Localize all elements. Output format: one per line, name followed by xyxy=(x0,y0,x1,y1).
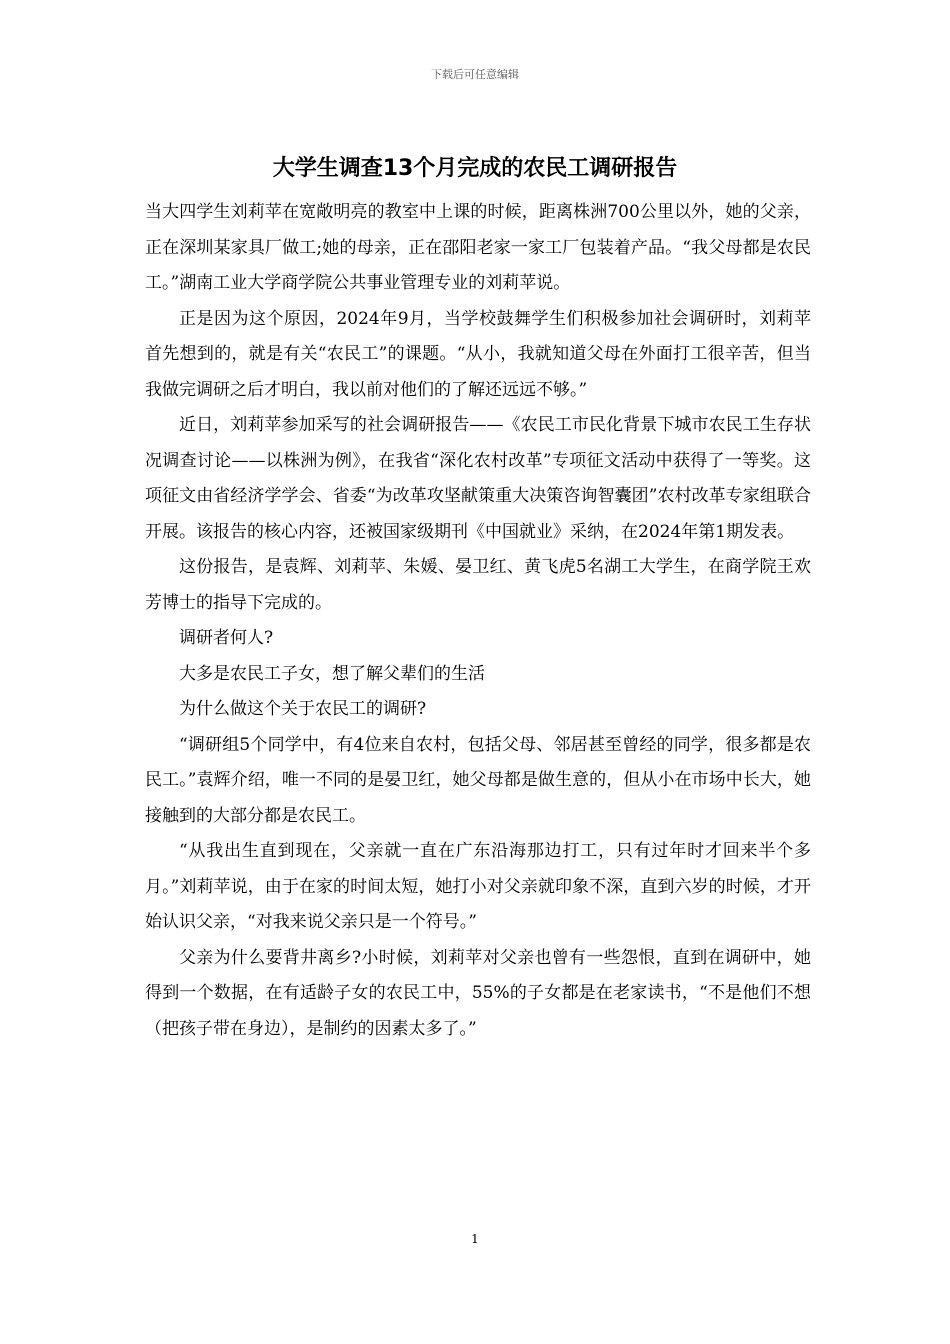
paragraph: 正是因为这个原因，2024年9月，当学校鼓舞学生们积极参加社会调研时，刘莉苹首先想到的，就是有关“农民工”的课题。“从小，我就知道父母在外面打工很辛苦，但当我做完调研之后才明白，我以前对他们的了解还远远不够。” xyxy=(145,308,811,400)
page-header-note: 下载后可任意编辑 xyxy=(431,68,519,81)
document-body xyxy=(145,195,811,1047)
paragraph: 父亲为什么要背井离乡?小时候，刘莉苹对父亲也曾有一些怨恨，直到在调研中，她得到一个数据，在有适龄子女的农民工中，55%的子女都是在老家读书，“不是他们不想（把孩子带在身边），是制约的因素太多了。” xyxy=(145,947,811,1039)
paragraph: 这份报告，是袁辉、刘莉苹、朱媛、晏卫红、黄飞虎5名湖工大学生，在商学院王欢芳博士的指导下完成的。 xyxy=(145,557,811,613)
page-number: 1 xyxy=(471,1232,479,1246)
paragraph: “调研组5个同学中，有4位来自农村，包括父母、邻居甚至曾经的同学，很多都是农民工。”袁辉介绍，唯一不同的是晏卫红，她父母都是做生意的，但从小在市场中长大，她接触到的大部分都是农民工。 xyxy=(145,734,811,826)
section-answer: 大多是农民工子女，想了解父辈们的生活 xyxy=(179,663,485,684)
paragraph: 近日，刘莉苹参加采写的社会调研报告——《农民工市民化背景下城市农民工生存状况调查讨论——以株洲为例》，在我省“深化农村改革”专项征文活动中获得了一等奖。这项征文由省经济学学会、省委“为改革攻坚献策重大决策咨询智囊团”农村改革专家组联合开展。该报告的核心内容，还被国家级期刊《中国就业》采纳，在2024年第1期发表。 xyxy=(145,415,811,542)
section-question: 为什么做这个关于农民工的调研? xyxy=(179,699,427,719)
paragraph: 当大四学生刘莉苹在宽敞明亮的教室中上课的时候，距离株洲700公里以外，她的父亲，正在深圳某家具厂做工;她的母亲，正在邵阳老家一家工厂包装着产品。“我父母都是农民工。”湖南工业大学商学院公共事业管理专业的刘莉苹说。 xyxy=(145,202,811,293)
paragraph: “从我出生直到现在，父亲就一直在广东沿海那边打工，只有过年时才回来半个多月。”刘莉苹说，由于在家的时间太短，她打小对父亲就印象不深，直到六岁的时候，才开始认识父亲，“对我来说父亲只是一个符号。” xyxy=(145,841,811,932)
section-question: 调研者何人? xyxy=(179,628,274,648)
document-title: 大学生调查13个月完成的农民工调研报告 xyxy=(272,156,678,181)
